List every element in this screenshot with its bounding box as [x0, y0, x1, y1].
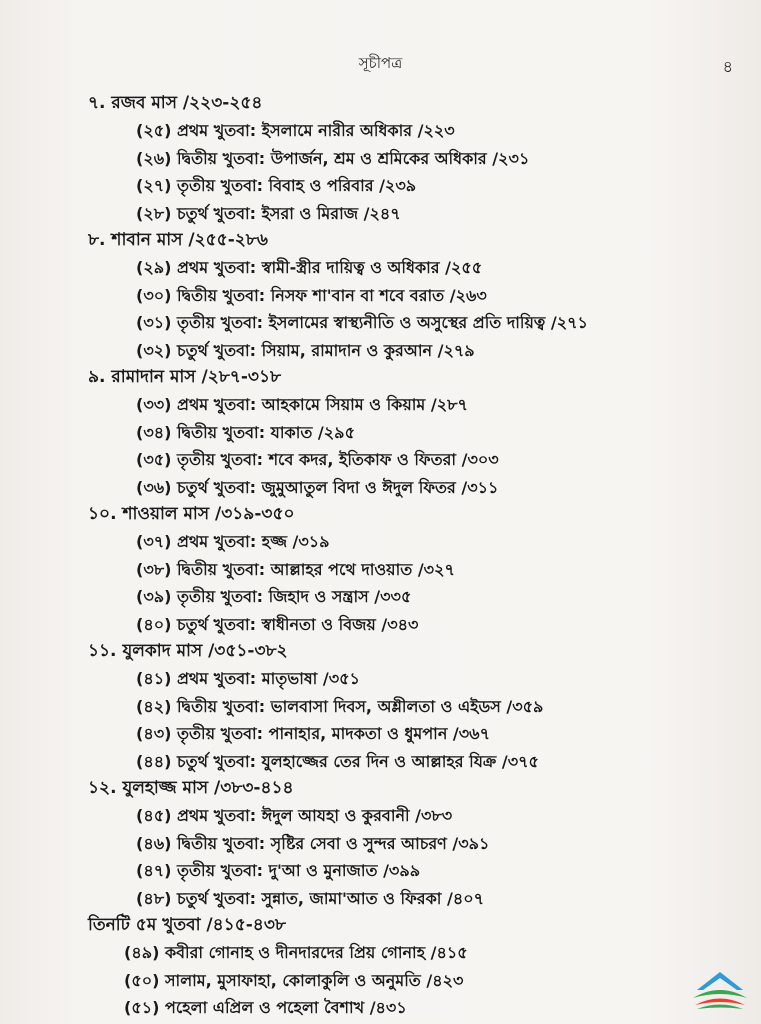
toc-section-shawwal [88, 501, 728, 638]
toc-entry: (৩৪) দ্বিতীয় খুতবা: যাকাত /২৯৫ [136, 422, 355, 442]
section-heading: তিনটি ৫ম খুতবা /৪১৫-৪৩৮ [88, 915, 286, 935]
toc-entry: (৩২) চতুর্থ খুতবা: সিয়াম, রামাদান ও কুরআন /২৭৯ [136, 340, 475, 360]
section-heading: ১০. শাওয়াল মাস /৩১৯-৩৫০ [88, 504, 295, 524]
toc-entry: (৪৫) প্রথম খুতবা: ঈদুল আযহা ও কুরবানী /৩৮৩ [136, 806, 453, 825]
toc-entry: (৩৫) তৃতীয় খুতবা: শবে কদর, ইতিকাফ ও ফিতরা /৩০৩ [136, 450, 499, 469]
toc-section-dhulhijjah [88, 775, 728, 912]
toc-entry: (৩৬) চতুর্থ খুতবা: জুমুআতুল বিদা ও ঈদুল ফিতর /৩১১ [136, 477, 499, 497]
toc-entry: (২৬) দ্বিতীয় খুতবা: উপার্জন, শ্রম ও শ্রমিকের অধিকার /২৩১ [136, 148, 530, 168]
page-title: সূচীপত্র [358, 54, 403, 72]
toc-entry: (৫০) সালাম, মুসাফাহা, কোলাকুলি ও অনুমতি /৪২৩ [124, 970, 464, 990]
toc-entry: (৪৩) তৃতীয় খুতবা: পানাহার, মাদকতা ও ধুমপান /৩৬৭ [136, 724, 490, 743]
toc-entry: (৪২) দ্বিতীয় খুতবা: ভালবাসা দিবস, অশ্লীলতা ও এইডস /৩৫৯ [136, 696, 544, 716]
toc-entry: (৪৬) দ্বিতীয় খুতবা: সৃষ্টির সেবা ও সুন্দর আচরণ /৩৯১ [136, 833, 490, 853]
toc-entry: (৪১) প্রথম খুতবা: মাতৃভাষা /৩৫১ [136, 669, 360, 688]
toc-entry: (২৭) তৃতীয় খুতবা: বিবাহ ও পরিবার /২৩৯ [136, 176, 417, 195]
toc-section-ramadan [88, 364, 728, 501]
toc-entry: (৩৩) প্রথম খুতবা: আহকামে সিয়াম ও কিয়াম /২৮৭ [136, 395, 468, 414]
toc-section-fifth-khutbas [88, 912, 728, 1022]
toc-entry: (৩৭) প্রথম খুতবা: হজ্জ /৩১৯ [136, 532, 330, 551]
toc-section-rajab [88, 90, 728, 227]
toc-entry: (২৮) চতুর্থ খুতবা: ইসরা ও মিরাজ /২৪৭ [136, 203, 401, 223]
page-number: ৪ [722, 57, 733, 76]
toc-entry: (৫১) পহেলা এপ্রিল ও পহেলা বৈশাখ /৪৩১ [124, 998, 407, 1017]
toc-entry: (৩৯) তৃতীয় খুতবা: জিহাদ ও সন্ত্রাস /৩৩৫ [136, 587, 412, 606]
toc-entry: (৪৪) চতুর্থ খুতবা: যুলহাজ্জের তের দিন ও আল্লাহর যিক্র /৩৭৫ [136, 751, 539, 771]
section-heading: ৯. রামাদান মাস /২৮৭-৩১৮ [88, 367, 282, 387]
section-heading: ৭. রজব মাস /২২৩-২৫৪ [88, 93, 263, 113]
section-heading: ১২. যুলহাজ্জ মাস /৩৮৩-৪১৪ [88, 778, 294, 798]
toc-entry: (৩৮) দ্বিতীয় খুতবা: আল্লাহর পথে দাওয়াত /৩২৭ [136, 559, 455, 579]
toc-entry: (৪৯) কবীরা গোনাহ ও দীনদারদের প্রিয় গোনাহ /৪১৫ [124, 943, 468, 962]
toc-entry: (৪০) চতুর্থ খুতবা: স্বাধীনতা ও বিজয় /৩৪৩ [136, 614, 419, 634]
toc-entry: (৪৭) তৃতীয় খুতবা: দু'আ ও মুনাজাত /৩৯৯ [136, 861, 421, 880]
toc-entry: (৪৮) চতুর্থ খুতবা: সুন্নাত, জামা'আত ও ফিরকা /৪০৭ [136, 888, 485, 908]
toc-entry: (২৯) প্রথম খুতবা: স্বামী-স্ত্রীর দায়িত্ব ও অধিকার /২৫৫ [136, 258, 483, 277]
toc-entry: (৩১) তৃতীয় খুতবা: ইসলামের স্বাস্থ্যনীতি ও অসুস্থের প্রতি দায়িত্ব /২৭১ [136, 313, 588, 332]
toc-section-shaban [88, 227, 728, 364]
toc-section-dhulqadah [88, 638, 728, 775]
table-of-contents [88, 90, 728, 1022]
section-heading: ৮. শাবান মাস /২৫৫-২৮৬ [88, 230, 268, 250]
publisher-logo-icon [689, 968, 751, 1010]
section-heading: ১১. যুলকাদ মাস /৩৫১-৩৮২ [88, 641, 288, 661]
toc-entry: (২৫) প্রথম খুতবা: ইসলামে নারীর অধিকার /২২৩ [136, 121, 455, 140]
toc-entry: (৩০) দ্বিতীয় খুতবা: নিসফ শা'বান বা শবে বরাত /২৬৩ [136, 285, 487, 305]
